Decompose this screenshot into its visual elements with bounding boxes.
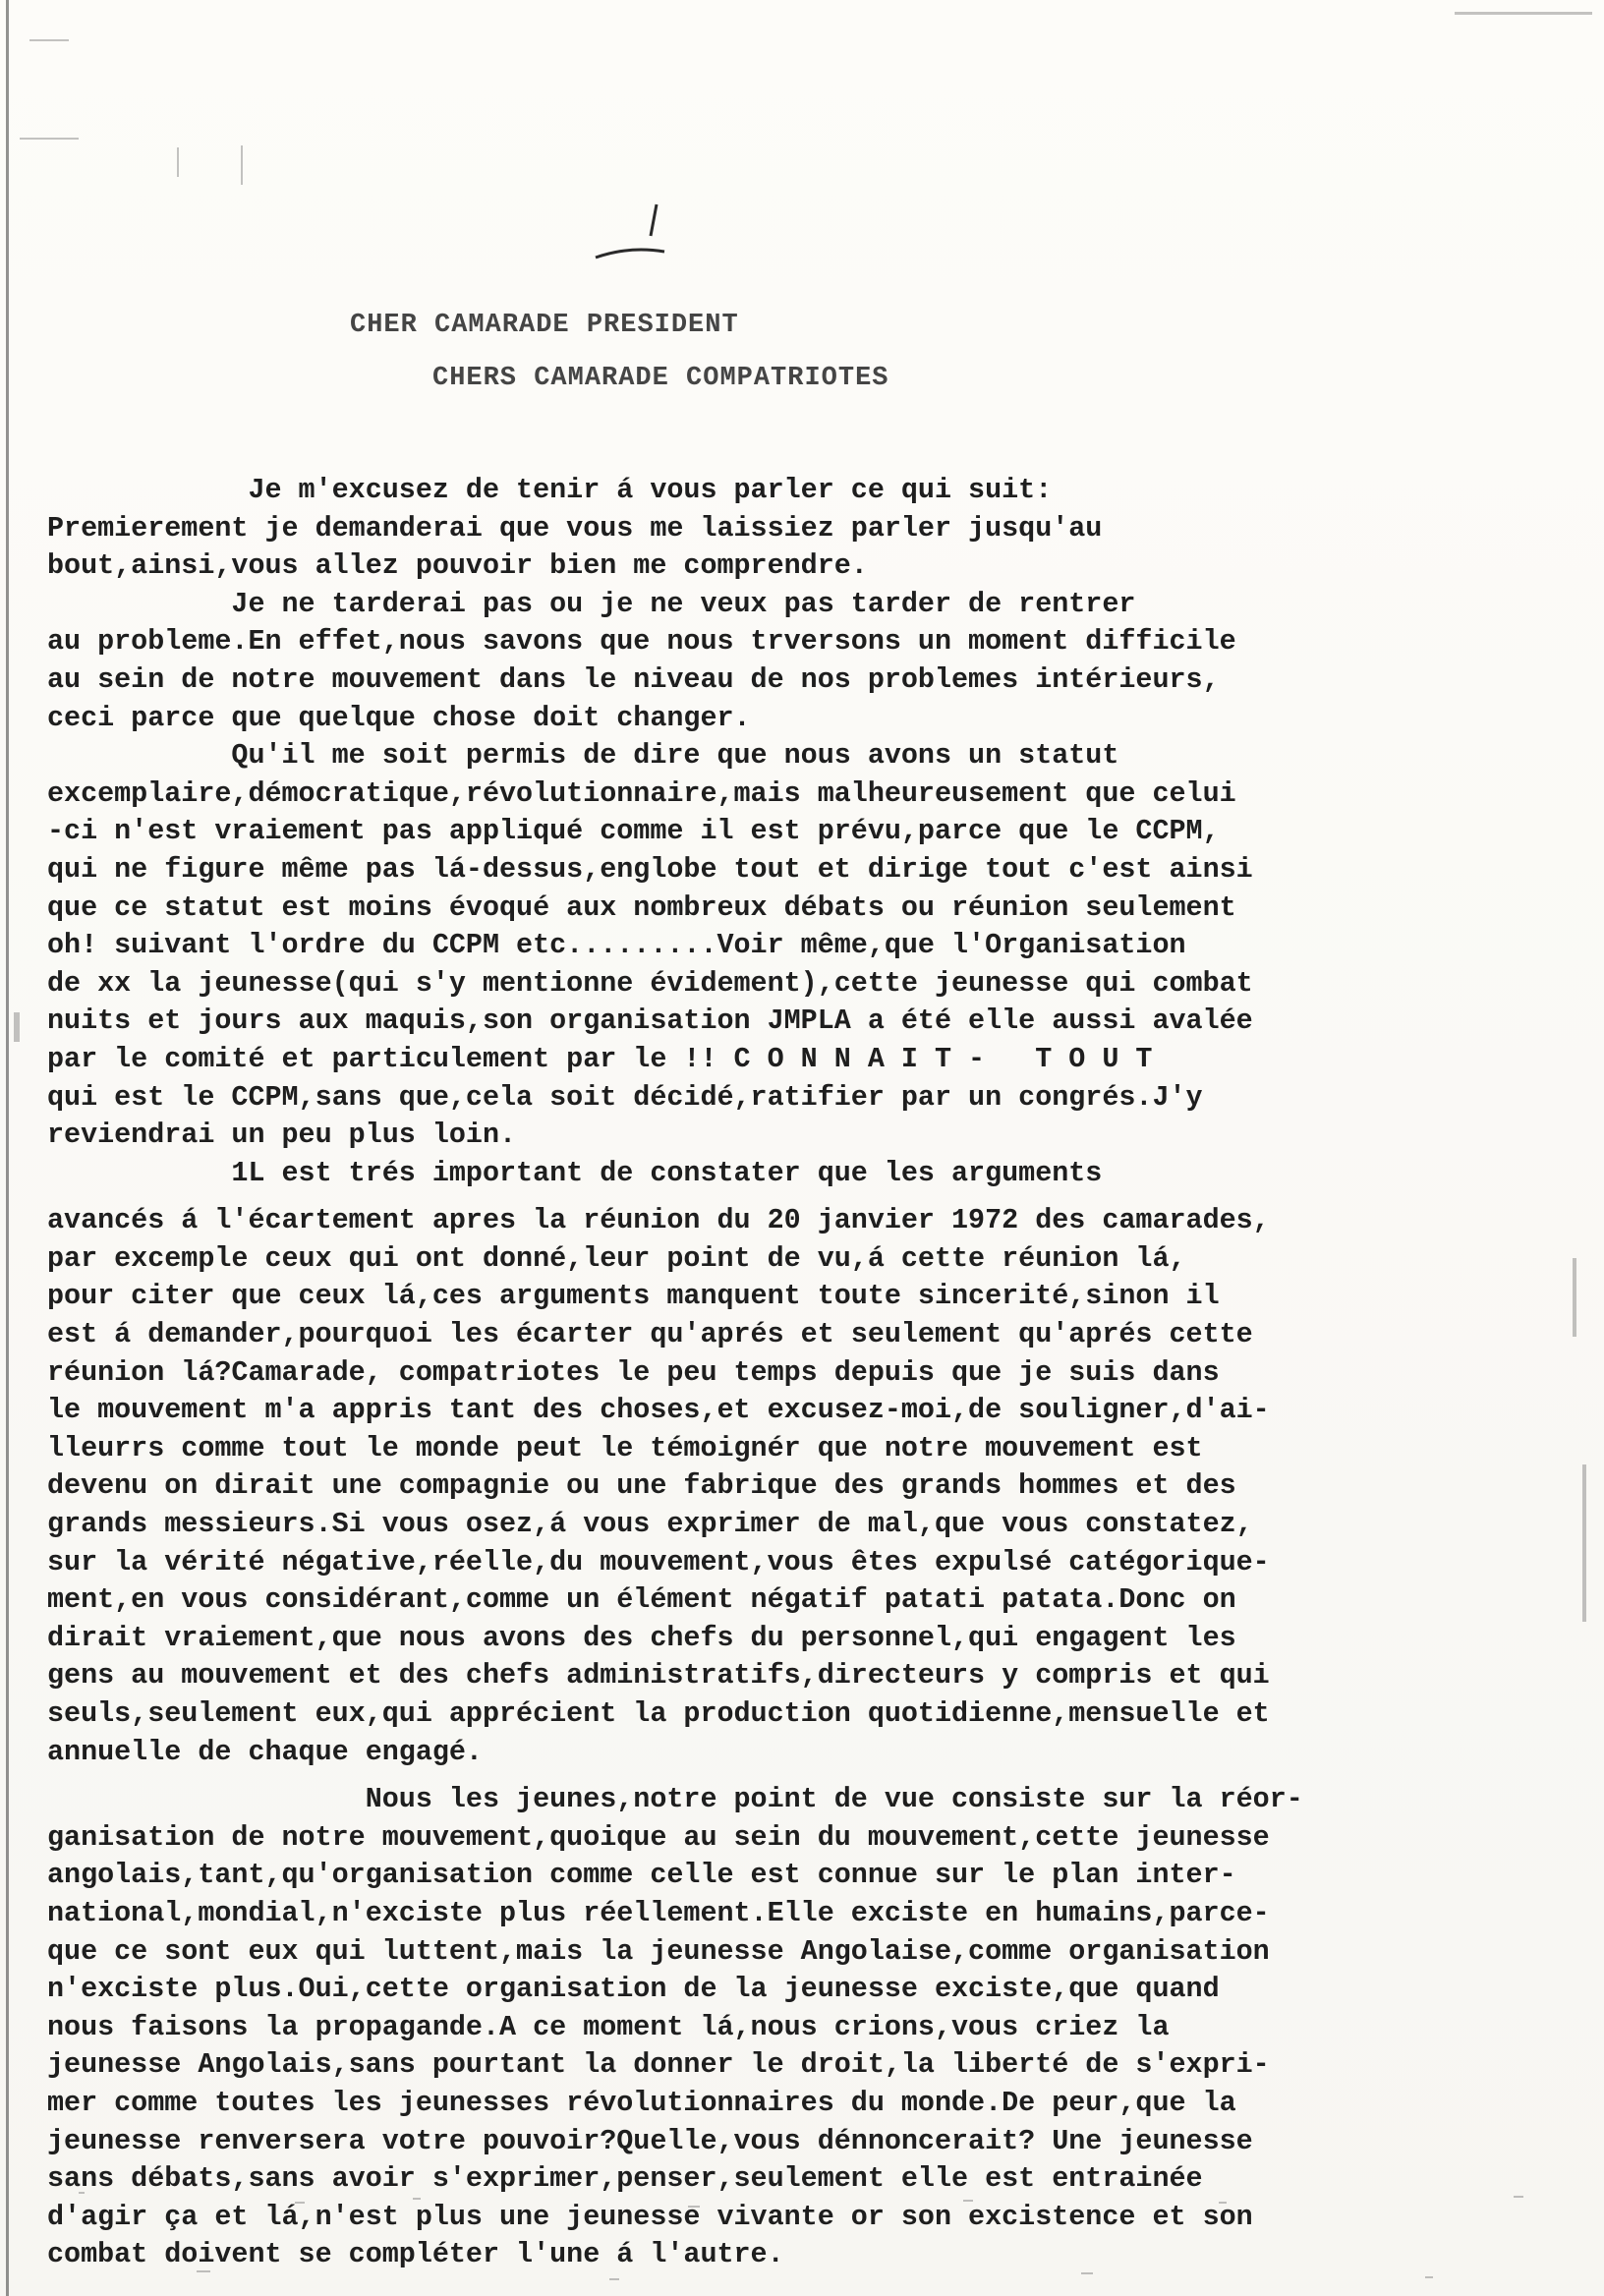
body-line: que ce sont eux qui luttent,mais la jeunesse Angolaise,comme organisation [47, 1934, 1270, 1968]
body-line: au probleme.En effet,nous savons que nous trversons un moment difficile [47, 625, 1236, 659]
body-line: jeunesse renversera votre pouvoir?Quelle,vous dénnoncerait? Une jeunesse [47, 2124, 1253, 2157]
salutation-president: CHER CAMARADE PRESIDENT [350, 311, 739, 340]
body-line: ceci parce que quelque chose doit changer. [47, 701, 751, 734]
body-line: que ce statut est moins évoqué aux nombreux débats ou réunion seulement [47, 890, 1236, 924]
body-line: ment,en vous considérant,comme un élément négatif patati patata.Donc on [47, 1583, 1236, 1617]
body-line: au sein de notre mouvement dans le niveau de nos problemes intérieurs, [47, 662, 1220, 696]
body-line: oh! suivant l'ordre du CCPM etc.........Voir même,que l'Organisation [47, 929, 1186, 962]
body-line: jeunesse Angolais,sans pourtant la donner le droit,la liberté de s'expri- [47, 2048, 1270, 2082]
salutation-compatriotes: CHERS CAMARADE COMPATRIOTES [432, 364, 889, 393]
paragraph-gap [47, 1192, 1541, 1202]
body-line: reviendrai un peu plus loin. [47, 1119, 517, 1152]
scan-noise [0, 2162, 1604, 2296]
body-line: bout,ainsi,vous allez pouvoir bien me comprendre. [47, 549, 868, 583]
body-line: réunion lá?Camarade, compatriotes le peu temps depuis que je suis dans [47, 1355, 1220, 1389]
letter-body [47, 472, 1541, 2274]
body-line: qui ne figure même pas lá-dessus,englobe tout et dirige tout c'est ainsi [47, 852, 1253, 886]
body-line: excemplaire,démocratique,révolutionnaire,mais malheureusement que celui [47, 776, 1236, 810]
body-line: Je m'excusez de tenir á vous parler ce qui suit: [47, 474, 1053, 506]
body-line: sur la vérité négative,réelle,du mouvement,vous êtes expulsé catégorique- [47, 1545, 1270, 1578]
body-line: d'agir ça et lá,n'est plus une jeunesse vivante or son excistence et son [47, 2200, 1253, 2233]
body-line: dirait vraiement,que nous avons des chefs du personnel,qui engagent les [47, 1621, 1236, 1654]
body-line: ganisation de notre mouvement,quoique au sein du mouvement,cette jeunesse [47, 1820, 1270, 1854]
body-line: qui est le CCPM,sans que,cela soit décidé,ratifier par un congrés.J'y [47, 1080, 1203, 1114]
body-line: sans débats,sans avoir s'exprimer,penser,seulement elle est entrainée [47, 2162, 1203, 2196]
body-line: nous faisons la propagande.A ce moment lá,nous crions,vous criez la [47, 2010, 1170, 2043]
body-line: Qu'il me soit permis de dire que nous avons un statut [47, 739, 1119, 773]
body-line: Premierement je demanderai que vous me laissiez parler jusqu'au [47, 511, 1103, 545]
body-line: devenu on dirait une compagnie ou une fabrique des grands hommes et des [47, 1469, 1236, 1503]
body-line: seuls,seulement eux,qui apprécient la production quotidienne,mensuelle et [47, 1697, 1270, 1730]
body-line: avancés á l'écartement apres la réunion du 20 janvier 1972 des camarades, [47, 1204, 1270, 1237]
body-line: Nous les jeunes,notre point de vue consiste sur la réor- [47, 1783, 1303, 1816]
body-line: gens au mouvement et des chefs administratifs,directeurs y compris et qui [47, 1659, 1270, 1693]
body-line: mer comme toutes les jeunesses révolutionnaires du monde.De peur,que la [47, 2086, 1236, 2119]
body-line: lleurrs comme tout le monde peut le témoignér que notre mouvement est [47, 1431, 1203, 1464]
body-line: -ci n'est vraiement pas appliqué comme il est prévu,parce que le CCPM, [47, 815, 1220, 848]
body-line: angolais,tant,qu'organisation comme celle est connue sur le plan inter- [47, 1859, 1236, 1892]
body-line: combat doivent se compléter l'une á l'autre. [47, 2238, 784, 2271]
body-line: de xx la jeunesse(qui s'y mentionne évidement),cette jeunesse qui combat [47, 966, 1253, 1000]
body-line: est á demander,pourquoi les écarter qu'aprés et seulement qu'aprés cette [47, 1318, 1253, 1351]
body-line: national,mondial,n'exciste plus réellement.Elle exciste en humains,parce- [47, 1896, 1270, 1929]
body-line: par le comité et particulement par le !! C O N N A I T - T O U T [47, 1042, 1153, 1075]
body-line: le mouvement m'a appris tant des choses,et excusez-moi,de souligner,d'ai- [47, 1394, 1270, 1427]
body-line: Je ne tarderai pas ou je ne veux pas tarder de rentrer [47, 587, 1136, 620]
body-line: par excemple ceux qui ont donné,leur point de vu,á cette réunion lá, [47, 1241, 1186, 1275]
body-line: grands messieurs.Si vous osez,á vous exprimer de mal,que vous constatez, [47, 1508, 1253, 1541]
body-line: pour citer que ceux lá,ces arguments manquent toute sincerité,sinon il [47, 1280, 1220, 1313]
body-line: annuelle de chaque engagé. [47, 1735, 483, 1768]
paragraph-gap [47, 1771, 1541, 1781]
body-line: nuits et jours aux maquis,son organisation JMPLA a été elle aussi avalée [47, 1004, 1253, 1038]
scan-edge [6, 0, 9, 2296]
body-line: 1L est trés important de constater que les arguments [47, 1156, 1103, 1189]
page-mark-stroke [590, 197, 708, 275]
body-line: n'exciste plus.Oui,cette organisation de la jeunesse exciste,que quand [47, 1973, 1220, 2006]
